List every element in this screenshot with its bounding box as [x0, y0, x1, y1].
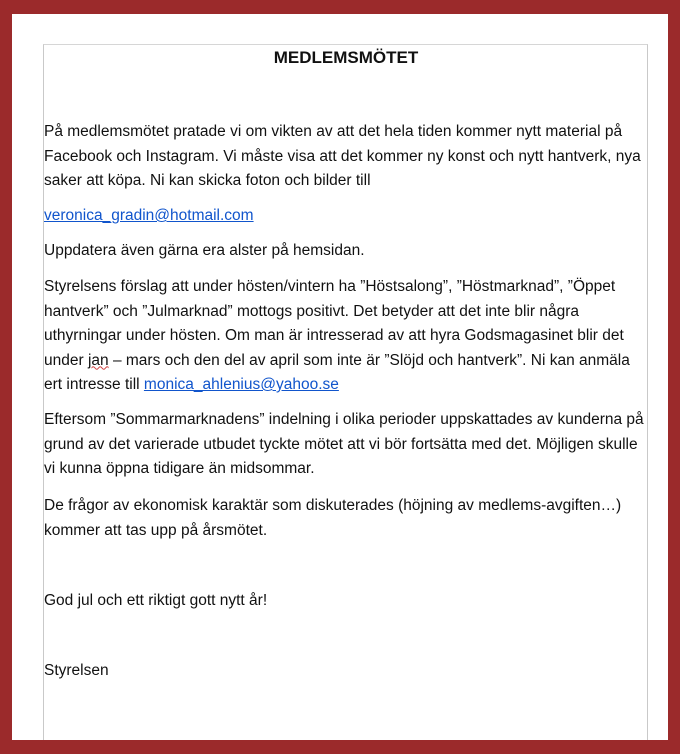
paragraph-email-veronica [44, 204, 644, 229]
paragraph-proposal [44, 275, 644, 398]
proposal-text-end: – mars och den del av april som inte är ”Slöjd och hantverk”. Ni kan anmäla ert intresse till [44, 351, 630, 393]
proposal-text-jan: jan [87, 351, 109, 369]
paragraph-intro: På medlemsmötet pratade vi om vikten av att det hela tiden kommer nytt material på Facebook och Instagram. Vi måste visa att det kommer ny konst och nytt hantverk, nya saker att köpa. Ni kan skicka foton och bilder till [44, 123, 641, 189]
document-title: MEDLEMSMÖTET [273, 48, 419, 67]
email-link-veronica[interactable]: veronica_gradin@hotmail.com [44, 207, 254, 224]
proposal-text-start: Styrelsens förslag att under hösten/vintern ha ”Höstsalong”, ”Höstmarknad”, ”Öppet hantverk” och ”Julmarknad” mottogs positivt. Det betyder att det inte blir några uthyrningar under hösten. Om man är intresserad av att hyra Godsmagasinet blir det under [44, 278, 624, 369]
paragraph-summer-market: Eftersom ”Sommarmarknadens” indelning i olika perioder uppskattades av kunderna på grund av det varierade utbudet tyckte mötet att vi bör fortsätta med det. Möjligen skulle vi kunna öppna tidigare än midsommar. [44, 411, 644, 477]
email-link-monica[interactable]: monica_ahlenius@yahoo.se [143, 376, 339, 393]
paragraph-update-website: Uppdatera även gärna era alster på hemsidan. [44, 242, 365, 259]
paragraph-greeting: God jul och ett riktigt gott nytt år! [44, 592, 268, 609]
signature: Styrelsen [44, 662, 109, 679]
paragraph-economy: De frågor av ekonomisk karaktär som diskuterades (höjning av medlems-avgiften…) kommer att tas upp på årsmötet. [44, 497, 622, 539]
